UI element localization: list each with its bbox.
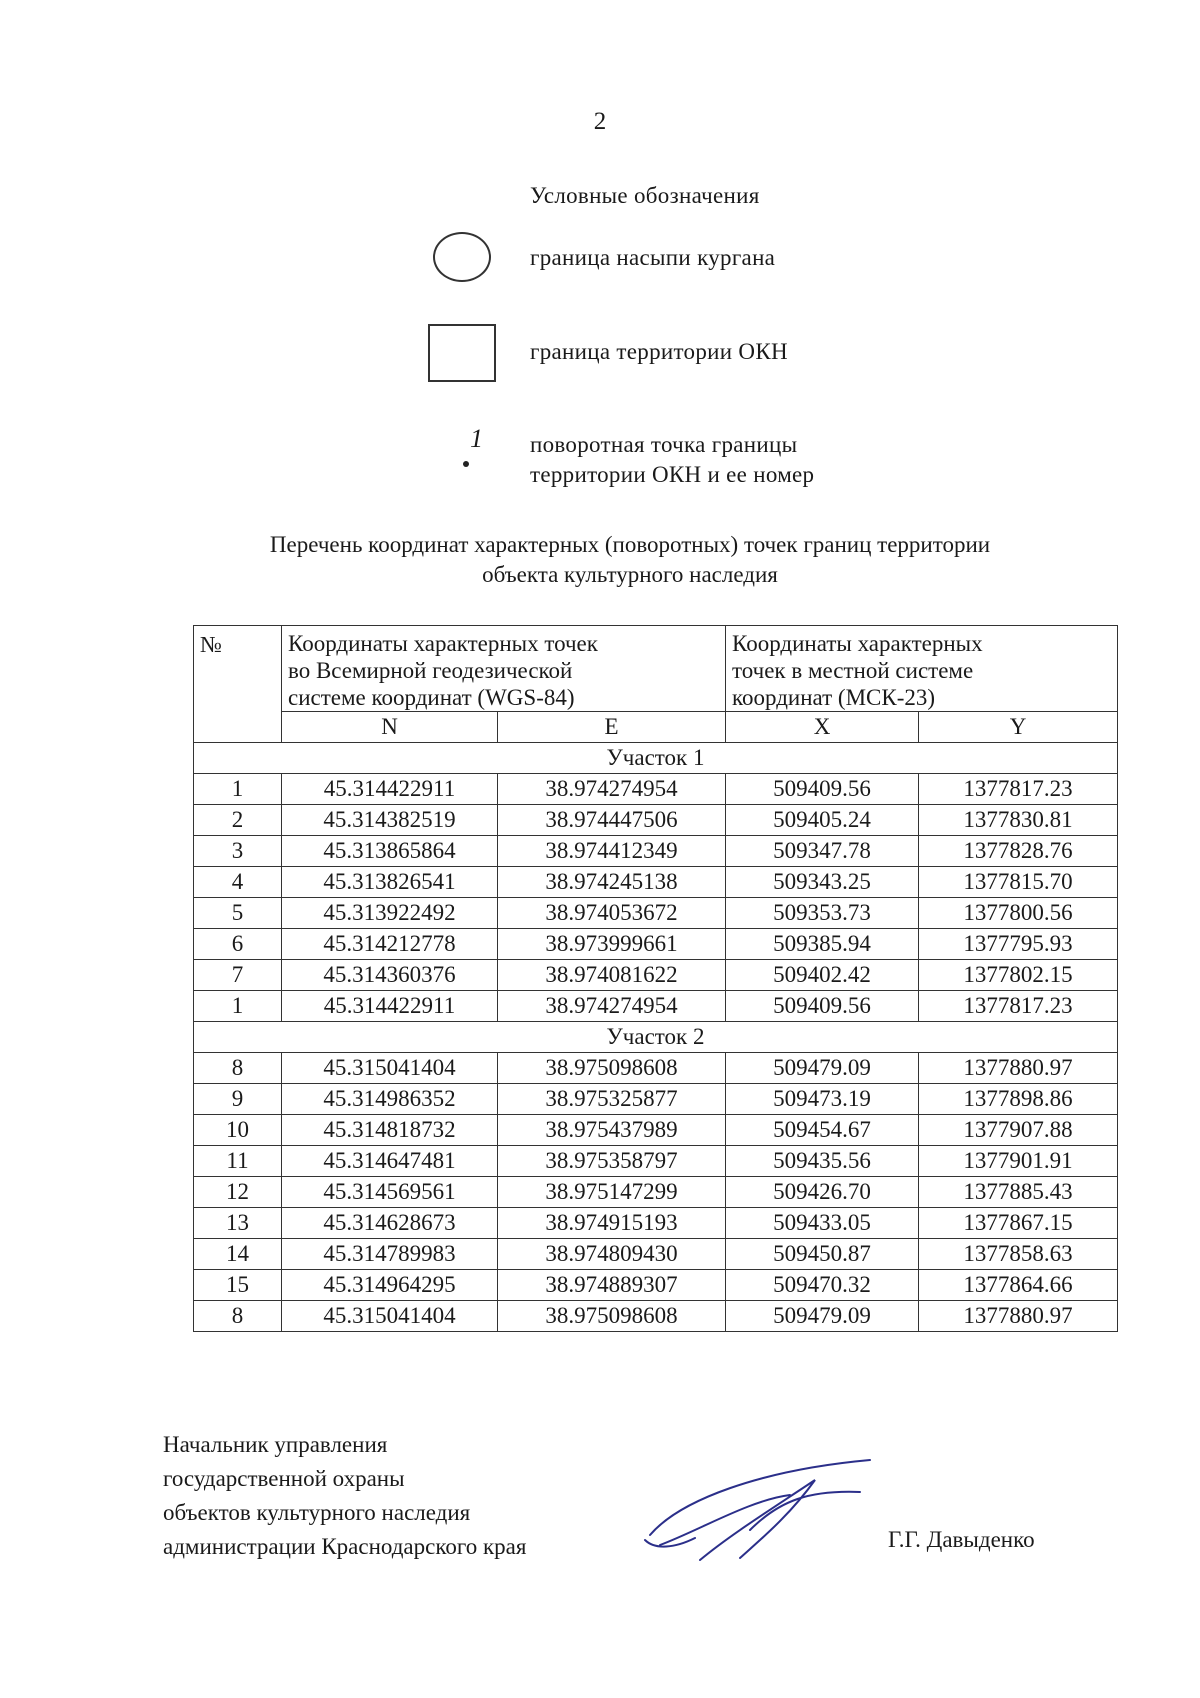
point-number: 1 [194,991,282,1022]
coord-y: 1377858.63 [919,1239,1118,1270]
signatory-position-line2: государственной охраны [163,1466,405,1491]
point-marker-icon [463,461,469,467]
coord-e: 38.974274954 [498,991,726,1022]
coord-y: 1377907.88 [919,1115,1118,1146]
table-row [194,960,1118,991]
subheader-n: N [282,712,498,743]
point-number: 8 [194,1053,282,1084]
coord-e: 38.974245138 [498,867,726,898]
table-row [194,1177,1118,1208]
section-header-row [194,743,1118,774]
table-row [194,1270,1118,1301]
coord-x: 509470.32 [726,1270,919,1301]
coordinates-table [193,625,1118,1332]
coord-y: 1377864.66 [919,1270,1118,1301]
coord-y: 1377901.91 [919,1146,1118,1177]
coord-x: 509353.73 [726,898,919,929]
coord-y: 1377795.93 [919,929,1118,960]
signatory-position-line4: администрации Краснодарского края [163,1534,527,1559]
point-number: 2 [194,805,282,836]
coord-e: 38.974809430 [498,1239,726,1270]
table-row [194,1239,1118,1270]
coord-n: 45.314422911 [282,774,498,805]
coord-y: 1377828.76 [919,836,1118,867]
signatory-position-line1: Начальник управления [163,1432,388,1457]
coord-x: 509402.42 [726,960,919,991]
point-number: 13 [194,1208,282,1239]
signatory-name: Г.Г. Давыденко [888,1527,1035,1552]
table-body [194,743,1118,1332]
square-outline-icon [428,324,496,382]
coord-y: 1377817.23 [919,991,1118,1022]
coord-e: 38.975437989 [498,1115,726,1146]
coord-n: 45.314382519 [282,805,498,836]
coord-e: 38.973999661 [498,929,726,960]
coord-e: 38.975147299 [498,1177,726,1208]
subheader-y: Y [919,712,1118,743]
header-wgs84 [282,626,726,712]
point-number: 6 [194,929,282,960]
coord-n: 45.314647481 [282,1146,498,1177]
table-row [194,1146,1118,1177]
coord-x: 509405.24 [726,805,919,836]
legend-label-territory: граница территории ОКН [530,339,788,364]
coord-n: 45.314986352 [282,1084,498,1115]
point-number: 5 [194,898,282,929]
subheader-x: X [726,712,919,743]
point-number: 1 [194,774,282,805]
coord-n: 45.315041404 [282,1301,498,1332]
coord-x: 509450.87 [726,1239,919,1270]
header-msk23-line2: точек в местной системе [732,658,974,683]
coord-e: 38.974889307 [498,1270,726,1301]
header-num: № [194,626,282,743]
coord-n: 45.314789983 [282,1239,498,1270]
coord-y: 1377800.56 [919,898,1118,929]
point-number: 7 [194,960,282,991]
header-msk23-line3: координат (МСК-23) [732,685,936,710]
coord-n: 45.314422911 [282,991,498,1022]
table-caption-line2: объекта культурного наследия [482,562,778,587]
coord-y: 1377898.86 [919,1084,1118,1115]
coord-e: 38.974053672 [498,898,726,929]
point-marker-number: 1 [470,424,483,453]
point-number: 4 [194,867,282,898]
coord-e: 38.975358797 [498,1146,726,1177]
point-number: 8 [194,1301,282,1332]
coord-y: 1377802.15 [919,960,1118,991]
coord-x: 509343.25 [726,867,919,898]
coord-y: 1377885.43 [919,1177,1118,1208]
coord-e: 38.974081622 [498,960,726,991]
coord-y: 1377880.97 [919,1301,1118,1332]
coord-x: 509385.94 [726,929,919,960]
coord-y: 1377880.97 [919,1053,1118,1084]
table-row [194,991,1118,1022]
coord-x: 509473.19 [726,1084,919,1115]
coord-n: 45.313826541 [282,867,498,898]
coord-n: 45.314818732 [282,1115,498,1146]
coord-x: 509347.78 [726,836,919,867]
table-row [194,1301,1118,1332]
coord-y: 1377815.70 [919,867,1118,898]
point-number: 9 [194,1084,282,1115]
section-header-row [194,1022,1118,1053]
coord-x: 509409.56 [726,991,919,1022]
coord-y: 1377830.81 [919,805,1118,836]
coord-y: 1377817.23 [919,774,1118,805]
point-number: 12 [194,1177,282,1208]
header-msk23 [726,626,1118,712]
table-row [194,867,1118,898]
header-msk23-line1: Координаты характерных [732,631,983,656]
header-wgs84-line1: Координаты характерных точек [288,631,598,656]
coord-n: 45.314964295 [282,1270,498,1301]
coord-x: 509479.09 [726,1053,919,1084]
coord-n: 45.314360376 [282,960,498,991]
table-row [194,774,1118,805]
coord-e: 38.975325877 [498,1084,726,1115]
coord-e: 38.975098608 [498,1053,726,1084]
coord-e: 38.974915193 [498,1208,726,1239]
table-caption [150,530,1110,590]
table-row [194,898,1118,929]
table-row [194,1084,1118,1115]
table-row [194,1208,1118,1239]
table-row [194,929,1118,960]
page-number: 2 [593,108,607,135]
coord-e: 38.974447506 [498,805,726,836]
table-caption-line1: Перечень координат характерных (поворотных) точек границ территории [269,532,991,557]
coord-e: 38.975098608 [498,1301,726,1332]
coord-x: 509479.09 [726,1301,919,1332]
signatory-position [163,1428,526,1564]
coord-n: 45.314569561 [282,1177,498,1208]
legend-title: Условные обозначения [530,183,760,208]
table-row [194,1115,1118,1146]
coord-x: 509426.70 [726,1177,919,1208]
section-title: Участок 2 [194,1022,1118,1053]
handwritten-signature [640,1440,900,1580]
point-number: 14 [194,1239,282,1270]
coord-y: 1377867.15 [919,1208,1118,1239]
signatory-position-line3: объектов культурного наследия [163,1500,471,1525]
circle-outline-icon [433,232,491,282]
point-number: 11 [194,1146,282,1177]
coord-n: 45.314212778 [282,929,498,960]
section-title: Участок 1 [194,743,1118,774]
point-number: 10 [194,1115,282,1146]
table-row [194,805,1118,836]
coord-x: 509435.56 [726,1146,919,1177]
header-wgs84-line2: во Всемирной геодезической [288,658,573,683]
header-wgs84-line3: системе координат (WGS-84) [288,685,575,710]
coord-x: 509454.67 [726,1115,919,1146]
coord-n: 45.313865864 [282,836,498,867]
legend-label-mound: граница насыпи кургана [530,245,776,270]
subheader-e: E [498,712,726,743]
coord-e: 38.974412349 [498,836,726,867]
point-number: 15 [194,1270,282,1301]
coord-n: 45.315041404 [282,1053,498,1084]
coord-x: 509433.05 [726,1208,919,1239]
coord-n: 45.313922492 [282,898,498,929]
coord-e: 38.974274954 [498,774,726,805]
coord-x: 509409.56 [726,774,919,805]
legend-label-point-line2: территории ОКН и ее номер [530,462,815,487]
point-number: 3 [194,836,282,867]
legend-label-point-line1: поворотная точка границы [530,432,798,457]
coord-n: 45.314628673 [282,1208,498,1239]
table-row [194,836,1118,867]
table-row [194,1053,1118,1084]
